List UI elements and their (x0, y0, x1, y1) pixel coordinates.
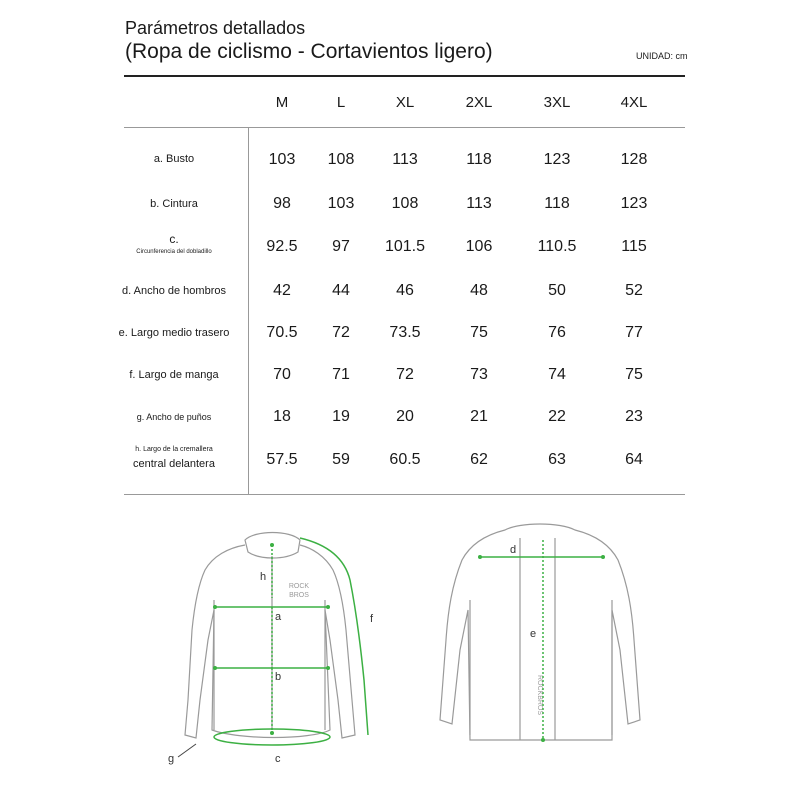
size-cell: 106 (465, 238, 493, 255)
size-cell: 73.5 (389, 324, 421, 341)
size-cell: 62 (470, 451, 488, 468)
row-label: f. Largo de manga (129, 369, 219, 381)
garment-diagram (0, 500, 800, 800)
size-cell: 118 (544, 195, 570, 212)
size-cell: 75 (470, 324, 488, 341)
letter-d: d (510, 544, 517, 556)
size-cell: 71 (332, 366, 350, 383)
size-cell: 42 (273, 282, 291, 299)
size-cell: 59 (332, 451, 350, 468)
size-cell: 50 (548, 282, 566, 299)
size-cell: 108 (391, 195, 419, 212)
size-cell: 98 (273, 195, 291, 212)
size-cell: 23 (625, 408, 643, 425)
row-label: e. Largo medio trasero (118, 327, 230, 339)
header-rule (124, 75, 685, 77)
size-cell: 22 (548, 408, 566, 425)
size-cell: 18 (273, 408, 291, 425)
size-cell: 118 (466, 151, 492, 168)
row-label: g. Ancho de puños (136, 412, 212, 422)
size-cell: 113 (466, 195, 492, 212)
size-header: L (336, 94, 346, 111)
size-cell: 77 (625, 324, 643, 341)
size-cell: 113 (392, 151, 418, 168)
table-top-rule (124, 127, 685, 128)
size-cell: 72 (396, 366, 414, 383)
unit-label: UNIDAD: cm (636, 51, 688, 61)
size-cell: 72 (332, 324, 350, 341)
letter-f: f (370, 613, 374, 625)
letter-g: g (168, 753, 175, 765)
size-header: M (275, 94, 289, 111)
size-cell: 48 (470, 282, 488, 299)
table-bottom-rule (124, 494, 685, 495)
letter-h: h (260, 571, 267, 583)
size-cell: 20 (396, 408, 414, 425)
page-subtitle: (Ropa de ciclismo - Cortavientos ligero) (125, 40, 493, 63)
size-cell: 97 (332, 238, 350, 255)
size-cell: 75 (625, 366, 643, 383)
row-label: d. Ancho de hombros (122, 285, 226, 297)
letter-e: e (530, 628, 537, 640)
letter-c: c (275, 753, 281, 765)
size-cell: 57.5 (266, 451, 298, 468)
size-cell: 70.5 (266, 324, 298, 341)
row-label-letter: c. (169, 232, 179, 246)
size-cell: 64 (625, 451, 643, 468)
logo-front: BROS (289, 592, 309, 599)
size-cell: 123 (620, 195, 648, 212)
label-divider (248, 128, 249, 494)
page-title: Parámetros detallados (125, 18, 306, 38)
size-cell: 101.5 (384, 238, 426, 255)
size-cell: 103 (268, 151, 296, 168)
front-jacket-outline (185, 533, 355, 739)
logo-front: ROCK (288, 583, 310, 590)
size-header: XL (395, 94, 415, 111)
size-cell: 46 (396, 282, 414, 299)
row-label: b. Cintura (150, 198, 198, 210)
size-cell: 21 (470, 408, 488, 425)
row-label: a. Busto (153, 153, 195, 165)
size-cell: 60.5 (389, 451, 421, 468)
size-cell: 52 (625, 282, 643, 299)
size-cell: 70 (273, 366, 291, 383)
size-cell: 103 (327, 195, 355, 212)
row-label-main: central delantera (133, 458, 215, 470)
size-cell: 73 (470, 366, 488, 383)
letter-b: b (275, 671, 282, 683)
measure-f-line (300, 538, 368, 735)
size-cell: 128 (620, 151, 648, 168)
size-header: 2XL (465, 94, 493, 111)
size-cell: 44 (332, 282, 350, 299)
size-header: 3XL (543, 94, 571, 111)
size-cell: 76 (548, 324, 566, 341)
size-cell: 63 (548, 451, 566, 468)
size-cell: 92.5 (266, 238, 298, 255)
row-sublabel: h. Largo de la cremallera (135, 446, 213, 453)
size-cell: 110.5 (537, 238, 577, 255)
size-header: 4XL (620, 94, 648, 111)
row-sublabel: Circunferencia del dobladillo (136, 249, 212, 255)
row-label (114, 446, 234, 470)
measure-g-pointer (178, 744, 196, 757)
size-cell: 115 (621, 238, 647, 255)
size-cell: 74 (548, 366, 566, 383)
logo-back: ROCKBROS (536, 674, 543, 716)
row-label (114, 232, 234, 255)
size-cell: 19 (332, 408, 350, 425)
size-cell: 123 (543, 151, 571, 168)
size-cell: 108 (327, 151, 355, 168)
letter-a: a (275, 611, 282, 623)
